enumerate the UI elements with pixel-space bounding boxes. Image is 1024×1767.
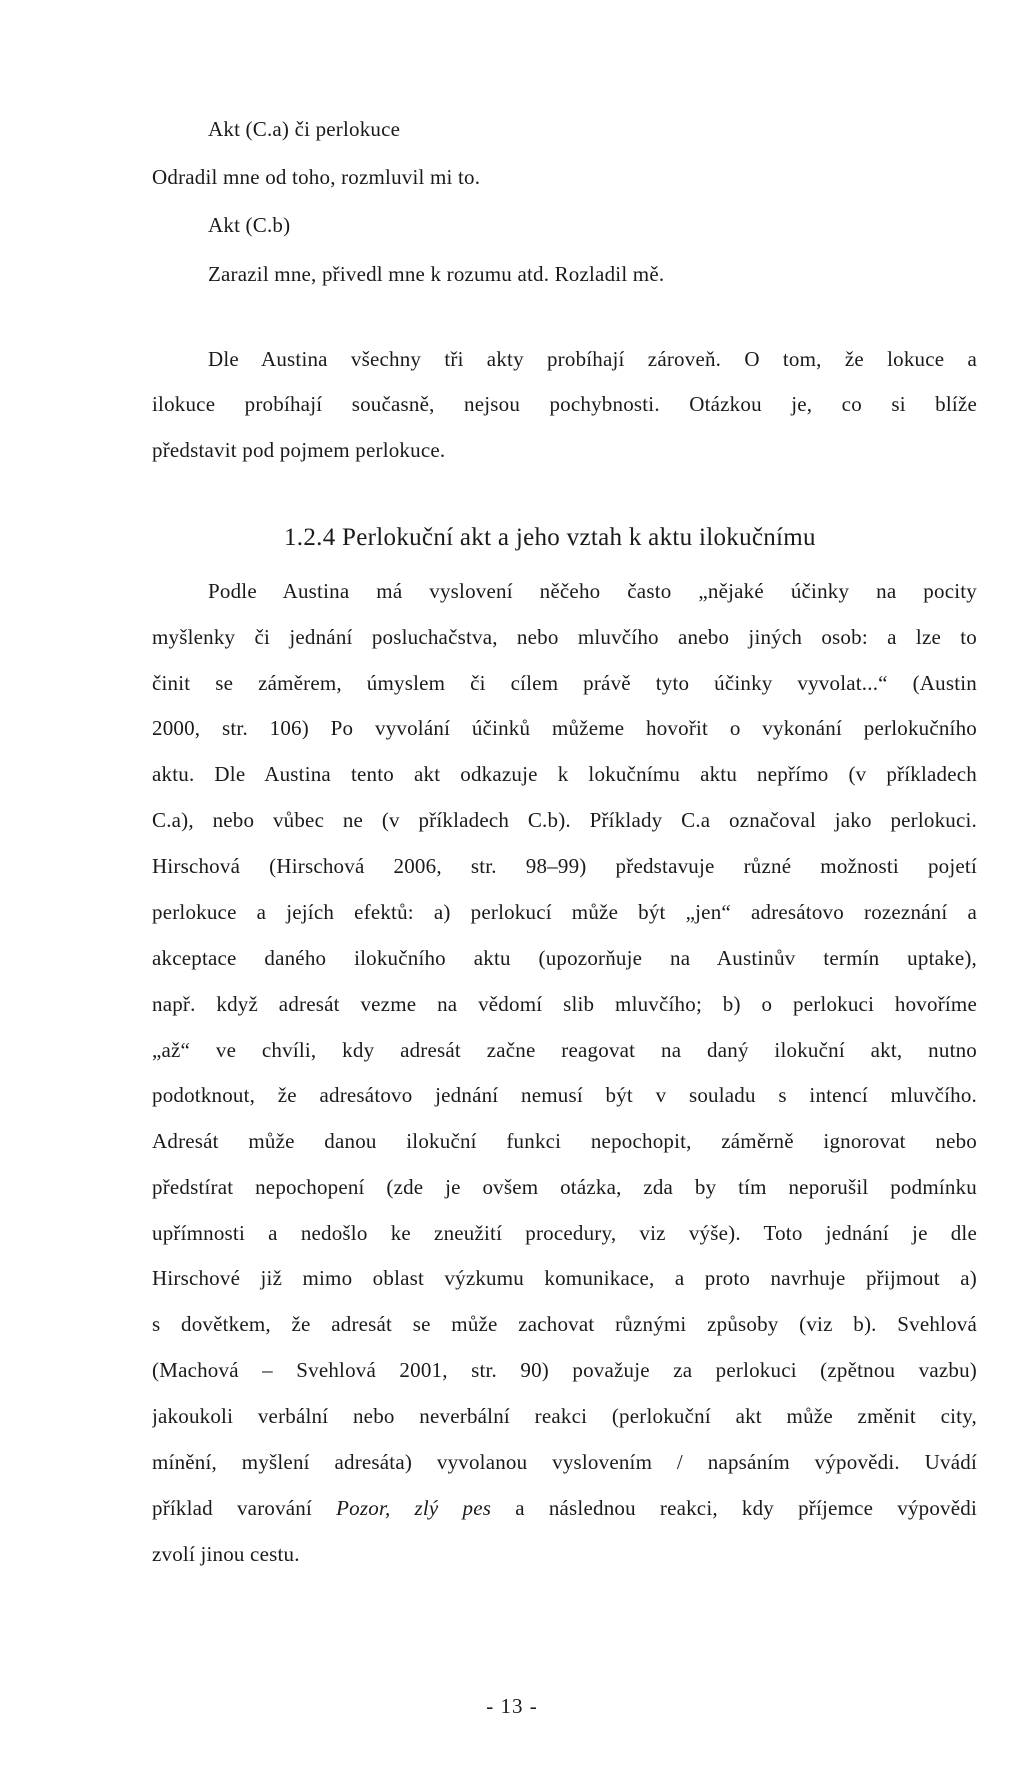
paragraph-2-line: (Machová – Svehlová 2001, str. 90) považuje za perlokuci (zpětnou vazbu) bbox=[152, 1358, 977, 1382]
paragraph-2-line: např. když adresát vezme na vědomí slib mluvčího; b) o perlokuci hovoříme bbox=[152, 992, 977, 1016]
paragraph-2-line: s dovětkem, že adresát se může zachovat různými způsoby (viz b). Svehlová bbox=[152, 1312, 977, 1336]
paragraph-2-final-line: zvolí jinou cestu. bbox=[152, 1542, 300, 1566]
paragraph-1-line: ilokuce probíhají současně, nejsou pochybnosti. Otázkou je, co si blíže bbox=[152, 392, 977, 416]
paragraph-1-line: Dle Austina všechny tři akty probíhají zároveň. O tom, že lokuce a bbox=[208, 347, 977, 371]
line-text-after-italic: a následnou reakci, kdy příjemce výpovědi bbox=[491, 1496, 977, 1520]
example-ca-text: Odradil mne od toho, rozmluvil mi to. bbox=[152, 165, 481, 189]
example-cb-text: Zarazil mne, přivedl mne k rozumu atd. Rozladil mě. bbox=[208, 262, 665, 286]
paragraph-2-line-with-italic bbox=[152, 1495, 977, 1521]
line-text-before-italic: příklad varování bbox=[152, 1496, 337, 1520]
paragraph-2-line: Hirschová (Hirschová 2006, str. 98–99) představuje různé možnosti pojetí bbox=[152, 854, 977, 878]
page-number: - 13 - bbox=[486, 1694, 538, 1718]
paragraph-2-line: upřímnosti a nedošlo ke zneužití procedury, viz výše). Toto jednání je dle bbox=[152, 1221, 977, 1245]
paragraph-2-line: jakoukoli verbální nebo neverbální reakci (perlokuční akt může změnit city, bbox=[152, 1404, 977, 1428]
paragraph-2-line: 2000, str. 106) Po vyvolání účinků můžeme hovořit o vykonání perlokučního bbox=[152, 716, 977, 740]
paragraph-1-line: představit pod pojmem perlokuce. bbox=[152, 438, 446, 462]
paragraph-2-line: perlokuce a jejích efektů: a) perlokucí může být „jen“ adresátovo rozeznání a bbox=[152, 900, 977, 924]
paragraph-2-line: Podle Austina má vyslovení něčeho často „nějaké účinky na pocity bbox=[208, 579, 977, 603]
italic-example-phrase: Pozor, zlý pes bbox=[336, 1496, 492, 1520]
paragraph-2-line: myšlenky či jednání posluchačstva, nebo mluvčího anebo jiných osob: a lze to bbox=[152, 625, 977, 649]
paragraph-2-line: akceptace daného ilokučního aktu (upozorňuje na Austinův termín uptake), bbox=[152, 946, 977, 970]
paragraph-2-line: činit se záměrem, úmyslem či cílem právě tyto účinky vyvolat...“ (Austin bbox=[152, 671, 977, 695]
paragraph-2-line: Adresát může danou ilokuční funkci nepochopit, záměrně ignorovat nebo bbox=[152, 1129, 977, 1153]
paragraph-2-line: podotknout, že adresátovo jednání nemusí být v souladu s intencí mluvčího. bbox=[152, 1083, 977, 1107]
paragraph-2-line: předstírat nepochopení (zde je ovšem otázka, zda by tím neporušil podmínku bbox=[152, 1175, 977, 1199]
paragraph-2-line: Hirschové již mimo oblast výzkumu komunikace, a proto navrhuje přijmout a) bbox=[152, 1266, 977, 1290]
section-heading: 1.2.4 Perlokuční akt a jeho vztah k aktu ilokučnímu bbox=[284, 524, 816, 551]
paragraph-2-line: mínění, myšlení adresáta) vyvolanou vyslovením / napsáním výpovědi. Uvádí bbox=[152, 1450, 977, 1474]
example-label-cb: Akt (C.b) bbox=[208, 213, 291, 237]
paragraph-2-line: C.a), nebo vůbec ne (v příkladech C.b). Příklady C.a označoval jako perlokuci. bbox=[152, 808, 977, 832]
paragraph-2-line: „až“ ve chvíli, kdy adresát začne reagovat na daný ilokuční akt, nutno bbox=[152, 1038, 977, 1062]
example-label-ca: Akt (C.a) či perlokuce bbox=[208, 117, 401, 141]
paragraph-2-line: aktu. Dle Austina tento akt odkazuje k lokučnímu aktu nepřímo (v příkladech bbox=[152, 762, 977, 786]
